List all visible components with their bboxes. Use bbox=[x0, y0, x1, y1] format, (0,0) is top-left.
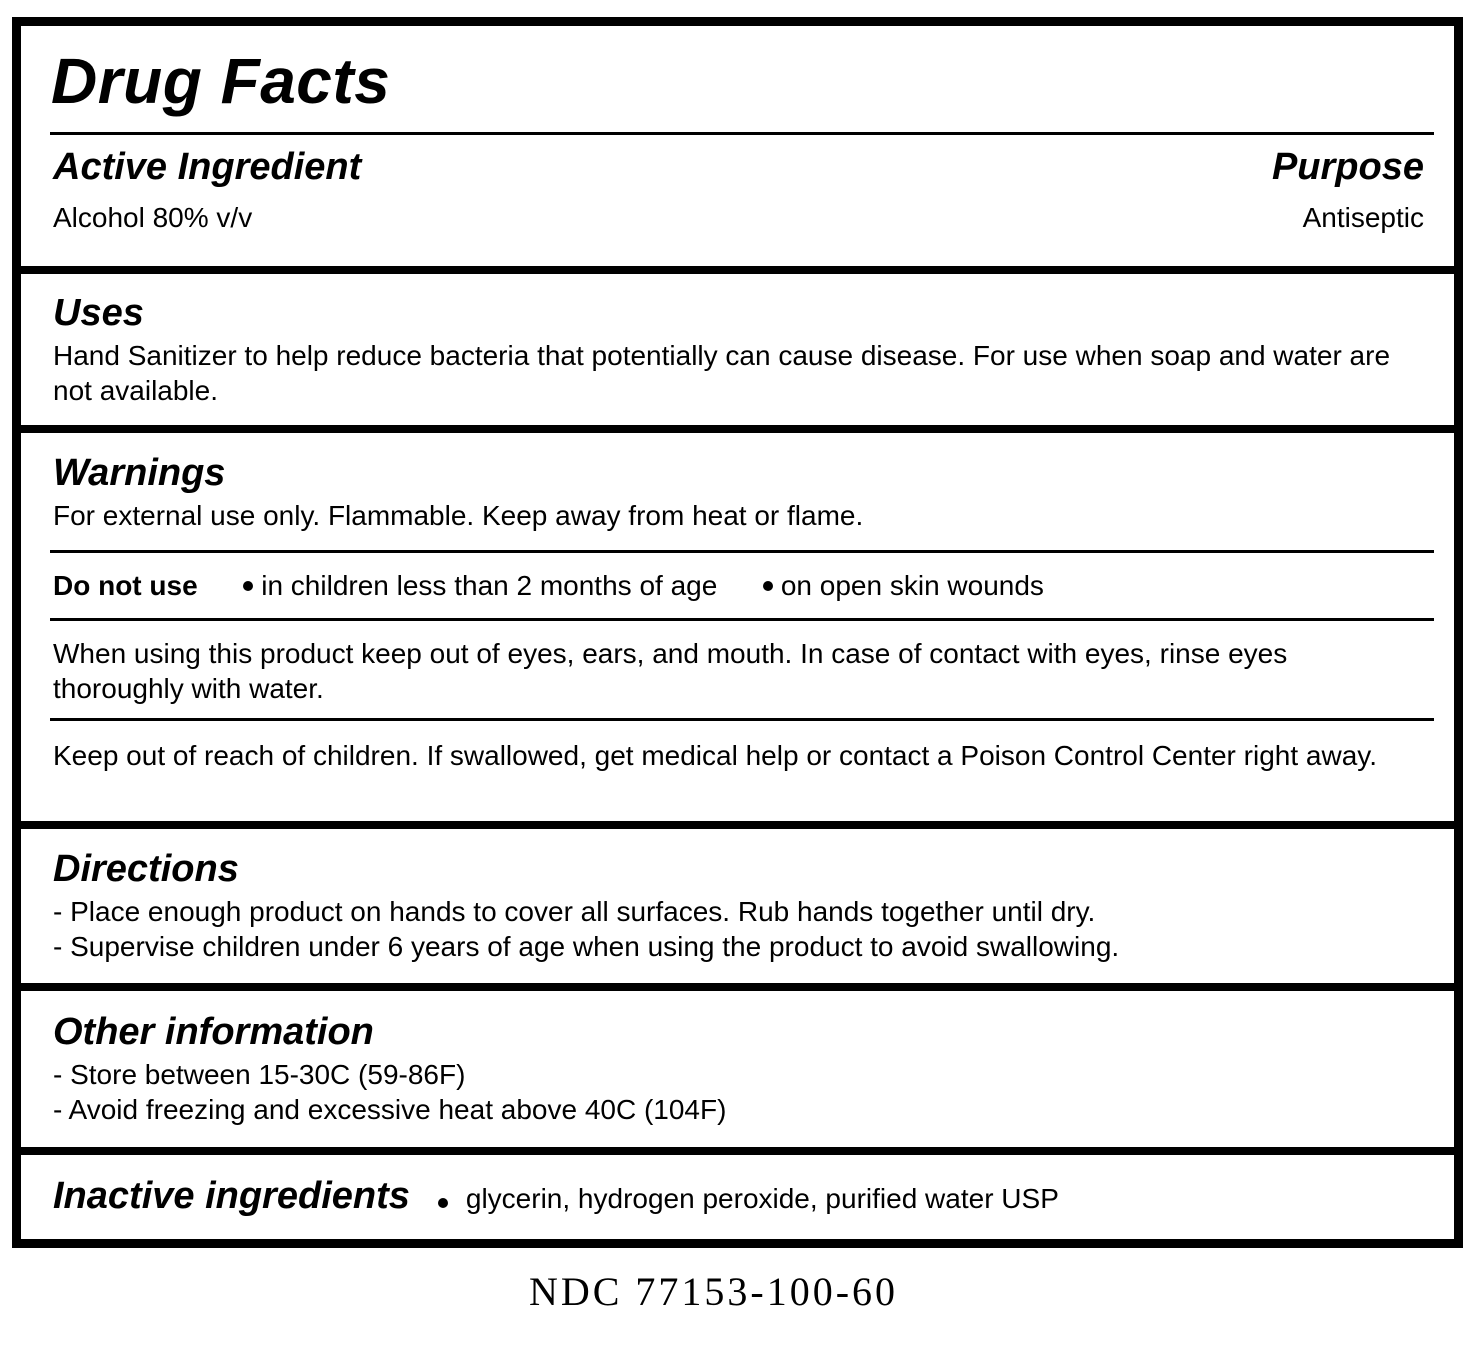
other-information-section bbox=[21, 1013, 1454, 1127]
warnings-divider bbox=[50, 550, 1434, 553]
do-not-use-item: on open skin wounds bbox=[780, 570, 1044, 601]
active-ingredient-heading: Active Ingredient bbox=[53, 146, 362, 188]
inactive-ingredients-text: glycerin, hydrogen peroxide, purified water USP bbox=[465, 1183, 1059, 1214]
uses-text: Hand Sanitizer to help reduce bacteria that potentially can cause disease. For use when soap and water are not available. bbox=[53, 340, 1391, 406]
title-divider bbox=[50, 132, 1434, 135]
when-using-text: When using this product keep out of eyes, ears, and mouth. In case of contact with eyes, rinse eyes thoroughly with water. bbox=[53, 638, 1288, 704]
directions-section bbox=[21, 850, 1454, 964]
drug-facts-title: Drug Facts bbox=[51, 45, 391, 117]
section-divider bbox=[21, 821, 1454, 829]
section-divider bbox=[21, 425, 1454, 433]
do-not-use-label: Do not use bbox=[53, 570, 198, 601]
inactive-ingredients-heading: Inactive ingredients bbox=[53, 1175, 410, 1217]
other-information-heading: Other information bbox=[53, 1011, 374, 1053]
other-information-item: - Store between 15-30C (59-86F) bbox=[53, 1059, 466, 1090]
keep-out-block bbox=[21, 738, 1454, 773]
external-use-text: For external use only. Flammable. Keep away from heat or flame. bbox=[53, 500, 864, 531]
purpose-value: Antiseptic bbox=[1302, 202, 1424, 233]
directions-item: - Place enough product on hands to cover all surfaces. Rub hands together until dry. bbox=[53, 896, 1096, 927]
do-not-use-row bbox=[21, 568, 1454, 603]
active-ingredient-section bbox=[21, 148, 1454, 235]
uses-heading: Uses bbox=[53, 292, 144, 334]
warnings-section bbox=[21, 454, 1454, 533]
inactive-ingredients-section bbox=[21, 1177, 1454, 1216]
bullet-icon bbox=[438, 1198, 448, 1208]
bullet-icon bbox=[243, 581, 253, 591]
section-divider bbox=[21, 983, 1454, 991]
drug-facts-panel bbox=[12, 17, 1463, 1248]
directions-heading: Directions bbox=[53, 848, 239, 890]
bullet-icon bbox=[763, 581, 773, 591]
do-not-use-item: in children less than 2 months of age bbox=[261, 570, 718, 601]
warnings-divider bbox=[50, 718, 1434, 721]
purpose-heading: Purpose bbox=[1271, 146, 1424, 188]
active-ingredient-value: Alcohol 80% v/v bbox=[53, 202, 253, 233]
uses-section bbox=[21, 294, 1454, 408]
keep-out-text: Keep out of reach of children. If swallowed, get medical help or contact a Poison Control Center right away. bbox=[53, 740, 1377, 771]
section-divider bbox=[21, 1147, 1454, 1155]
warnings-heading: Warnings bbox=[53, 452, 226, 494]
warnings-divider bbox=[50, 618, 1434, 621]
section-divider bbox=[21, 266, 1454, 274]
directions-item: - Supervise children under 6 years of age when using the product to avoid swallowing. bbox=[53, 931, 1120, 962]
when-using-block bbox=[21, 636, 1454, 706]
other-information-item: - Avoid freezing and excessive heat above 40C (104F) bbox=[53, 1094, 727, 1125]
ndc-number: NDC 77153-100-60 bbox=[528, 1269, 899, 1314]
